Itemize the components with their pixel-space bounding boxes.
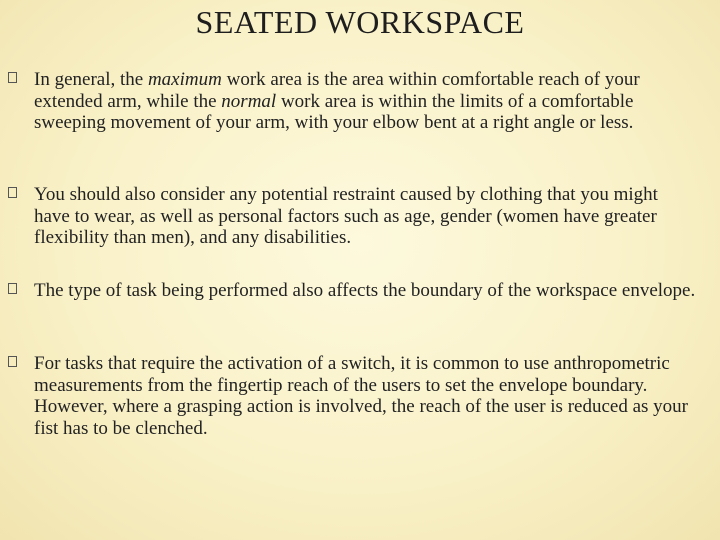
emphasis-normal: normal: [221, 90, 277, 112]
bullet-text: You should also consider any potential restraint caused by clothing that you might have to wear, as well as personal factors such as age, gender (women have greater flexibility than men), and any disabilities.: [34, 184, 658, 248]
bullet-text-segment: work area is the area within comfortable reach of your extended arm, while the: [34, 69, 640, 112]
emphasis-maximum: maximum: [147, 69, 222, 90]
bullet-box-icon: [8, 356, 17, 367]
bullet-text-segment: In general, the: [34, 69, 148, 90]
bullet-text: For tasks that require the activation of a switch, it is common to use anthropometric measurements from the fingertip reach of the users to set the envelope boundary. However, where a grasping action is involved, the reach of the user is reduced as your fist has to be clenched.: [34, 353, 688, 439]
slide-title: SEATED WORKSPACE: [195, 4, 525, 40]
bullet-box-icon: [8, 283, 17, 294]
bullet-text-segment: work area is within the limits of a comfortable sweeping movement of your arm, with your elbow bent at a right angle or less.: [34, 90, 634, 133]
bullet-text: The type of task being performed also affects the boundary of the workspace envelope.: [34, 280, 696, 301]
bullet-box-icon: [8, 187, 17, 198]
bullet-text: [34, 69, 698, 134]
bullet-box-icon: [8, 72, 17, 83]
